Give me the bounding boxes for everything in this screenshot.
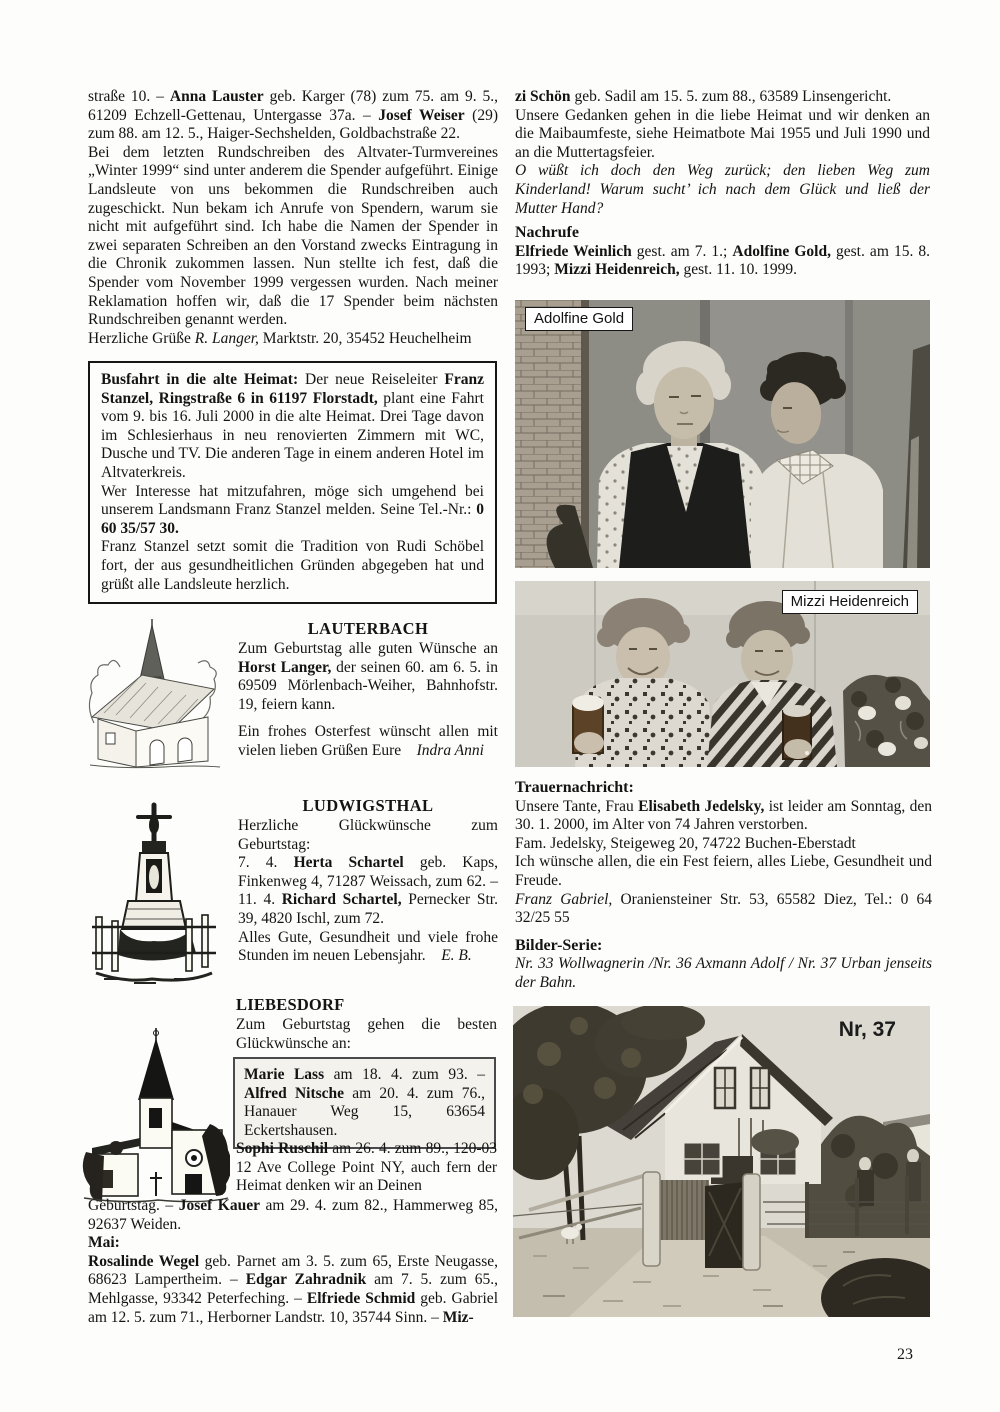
photo-caption-adolfine-gold: Adolfine Gold [525,307,633,331]
page-number: 23 [897,1346,913,1363]
photo-mizzi-heidenreich [515,581,930,767]
lauterbach-paragraph-1: Zum Geburtstag alle guten Wünsche an Horst Langer, der seinen 60. am 6. 5. in 69509 Mörlenbach-Weiher, Bahnhofstr. 19, feiern kann. [238,640,498,713]
right-paragraph-2: Unsere Gedanken gehen in die liebe Heimat und wir denken an die Maibaumfeste, siehe Heimatbote Mai 1955 und Juli 1990 und an die Muttertagsfeier. [515,106,930,161]
bus-trip-paragraph-2: Wer Interesse hat mitzufahren, möge sich umgehend bei unserem Landsmann Franz Stanzel melden. Seine Tel.-Nr.: 0 60 35/57 30. [101,482,484,537]
liebesdorf-paragraph-2: Sophi Ruschil am 26. 4. zum 89., 120-03 12 Ave College Point NY, auch fern der Heimat denken wir an Deinen [236,1140,497,1195]
bus-trip-box [88,361,497,604]
paragraph-greeting: Herzliche Grüße R. Langer, Marktstr. 20, 35452 Heuchelheim [88,329,472,347]
nachrufe-paragraph: Elfriede Weinlich gest. am 7. 1.; Adolfine Gold, gest. am 15. 8. 1993; Mizzi Heidenreich, gest. 11. 10. 1999. [515,242,931,279]
right-top-block [515,88,930,280]
bilder-serie-paragraph: Nr. 33 Wollwagnerin /Nr. 36 Axmann Adolf / Nr. 37 Urban jenseits der Bahn. [515,955,932,991]
liebesdorf-church-illustration [82,1024,230,1208]
ludwigsthal-paragraph-3: Alles Gute, Gesundheit und viele frohe Stunden im neuen Lebensjahr. E. B. [238,928,498,965]
trauer-paragraph-4: Franz Gabriel, Oraniensteiner Str. 53, 65582 Diez, Tel.: 0 64 32/25 55 [515,890,932,927]
photo-adolfine-gold [515,300,930,568]
liebesdorf-birthday-box [233,1057,496,1149]
bottom-paragraph-1: Geburtstag. – Josef Kauer am 29. 4. zum 82., Hammerweg 85, 92637 Weiden. [88,1197,498,1233]
ludwigsthal-heading: LUDWIGSTHAL [302,796,434,815]
ludwigsthal-paragraph-1: Herzliche Glückwünsche zum Geburtstag: [238,817,498,853]
lauterbach-church-illustration [84,615,224,771]
liebesdorf-text-2 [236,1140,497,1196]
left-intro-block [88,88,498,348]
bottom-month-heading: Mai: [88,1234,120,1252]
lauterbach-paragraph-2: Ein frohes Osterfest wünscht allen mit vielen lieben Grüßen Eure Indra Anni [238,723,498,759]
left-bottom-block [88,1197,498,1327]
liebesdorf-text-1 [236,1016,497,1053]
nachrufe-heading: Nachrufe [515,224,579,242]
trauer-paragraph-2: Fam. Jedelsky, Steigeweg 20, 74722 Buchen-Eberstadt [515,834,856,852]
lauterbach-heading: LAUTERBACH [307,619,429,638]
right-mid-block [515,779,932,993]
paragraph-birthdays: straße 10. – Anna Lauster geb. Karger (78) zum 75. am 9. 5., 61209 Echzell-Gettenau, Untergasse 37a. – Josef Weiser (29) zum 88. am 12. 5., Haiger-Sechshelden, Goldbachstraße 22. [88,88,499,143]
trauernachricht-heading: Trauernachricht: [515,779,634,796]
right-paragraph-1: zi Schön geb. Sadil am 15. 5. zum 88., 63589 Linsengericht. [515,88,892,105]
photo-house-nr-37 [513,1006,930,1317]
liebesdorf-box-paragraph: Marie Lass am 18. 4. zum 93. – Alfred Nitsche am 20. 4. zum 76., Hanauer Weg 15, 63654 Eckertshausen. [244,1066,486,1139]
photo-caption-nr-37: Nr, 37 [838,1018,896,1041]
liebesdorf-paragraph-1: Zum Geburtstag gehen die besten Glückwünsche an: [236,1016,497,1052]
trauer-paragraph-1: Unsere Tante, Frau Elisabeth Jedelsky, ist leider am Sonntag, den 30. 1. 2000, im Alter von 74 Jahren verstorben. [515,797,932,834]
poem-quote: O wüßt ich doch den Weg zurück; den lieben Weg zum Kinderland! Warum sucht’ ich nach dem Glück und ließ der Mutter Hand? [515,162,930,217]
ludwigsthal-monument-illustration [90,797,218,989]
bus-trip-paragraph-3: Franz Stanzel setzt somit die Tradition von Rudi Schöbel fort, der aus gesundheitlichen Gründen abgegeben hat und grüßt alle Landsleute herzlich. [101,538,484,593]
ludwigsthal-text [238,817,498,966]
lauterbach-text [238,640,498,761]
liebesdorf-heading: LIEBESDORF [236,995,345,1014]
bus-trip-paragraph-1: Busfahrt in die alte Heimat: Der neue Reiseleiter Franz Stanzel, Ringstraße 6 in 61197 Florstadt, plant eine Fahrt vom 9. bis 16. Juli 2000 in die alte Heimat. Drei Tage davon im Schlesierhaus in neu renovierten Zimmern mit WC, Dusche und TV. Die anderen Tage in einem anderen Hotel im Altvaterkreis. [101,371,484,481]
trauer-paragraph-3: Ich wünsche allen, die ein Fest feiern, alles Liebe, Gesundheit und Freude. [515,853,932,889]
bottom-paragraph-2: Rosalinde Wegel geb. Parnet am 3. 5. zum 65, Erste Neugasse, 68623 Lampertheim. – Edgar Zahradnik am 7. 5. zum 65., Mehlgasse, 93342 Peterfeching. – Elfriede Schmid geb. Gabriel am 12. 5. zum 71., Herborner Landstr. 10, 35744 Sinn. – Miz- [88,1252,499,1326]
bilder-serie-heading: Bilder-Serie: [515,936,603,954]
paragraph-rundschreiben: Bei dem letzten Rundschreiben des Altvater-Turmvereines „Winter 1999“ sind unter anderem die Spender aufgeführt. Einige Landsleute von uns bekommen die Rundschreiben auch zugeschickt. Nun bekam ich Anrufe von Spendern, warum sie nicht mit aufgeführt sind. Ich habe die Namen der Spender in zwei separaten Schreiben an den Vorstand zwecks Eintragung in die Chronik zukommen lassen. Nun stellte ich fest, daß die Spender vom November 1999 vergessen wurden. Nach meiner Reklamation hoffen wir, daß die 17 Spender beim nächsten Rundschreiben genannt werden. [88,143,498,329]
photo-caption-mizzi-heidenreich: Mizzi Heidenreich [782,590,918,614]
ludwigsthal-paragraph-2: 7. 4. Herta Schartel geb. Kaps, Finkenweg 4, 71287 Weissach, zum 62. – 11. 4. Richard Schartel, Pernecker Str. 39, 4820 Ischl, zum 72. [238,854,498,927]
